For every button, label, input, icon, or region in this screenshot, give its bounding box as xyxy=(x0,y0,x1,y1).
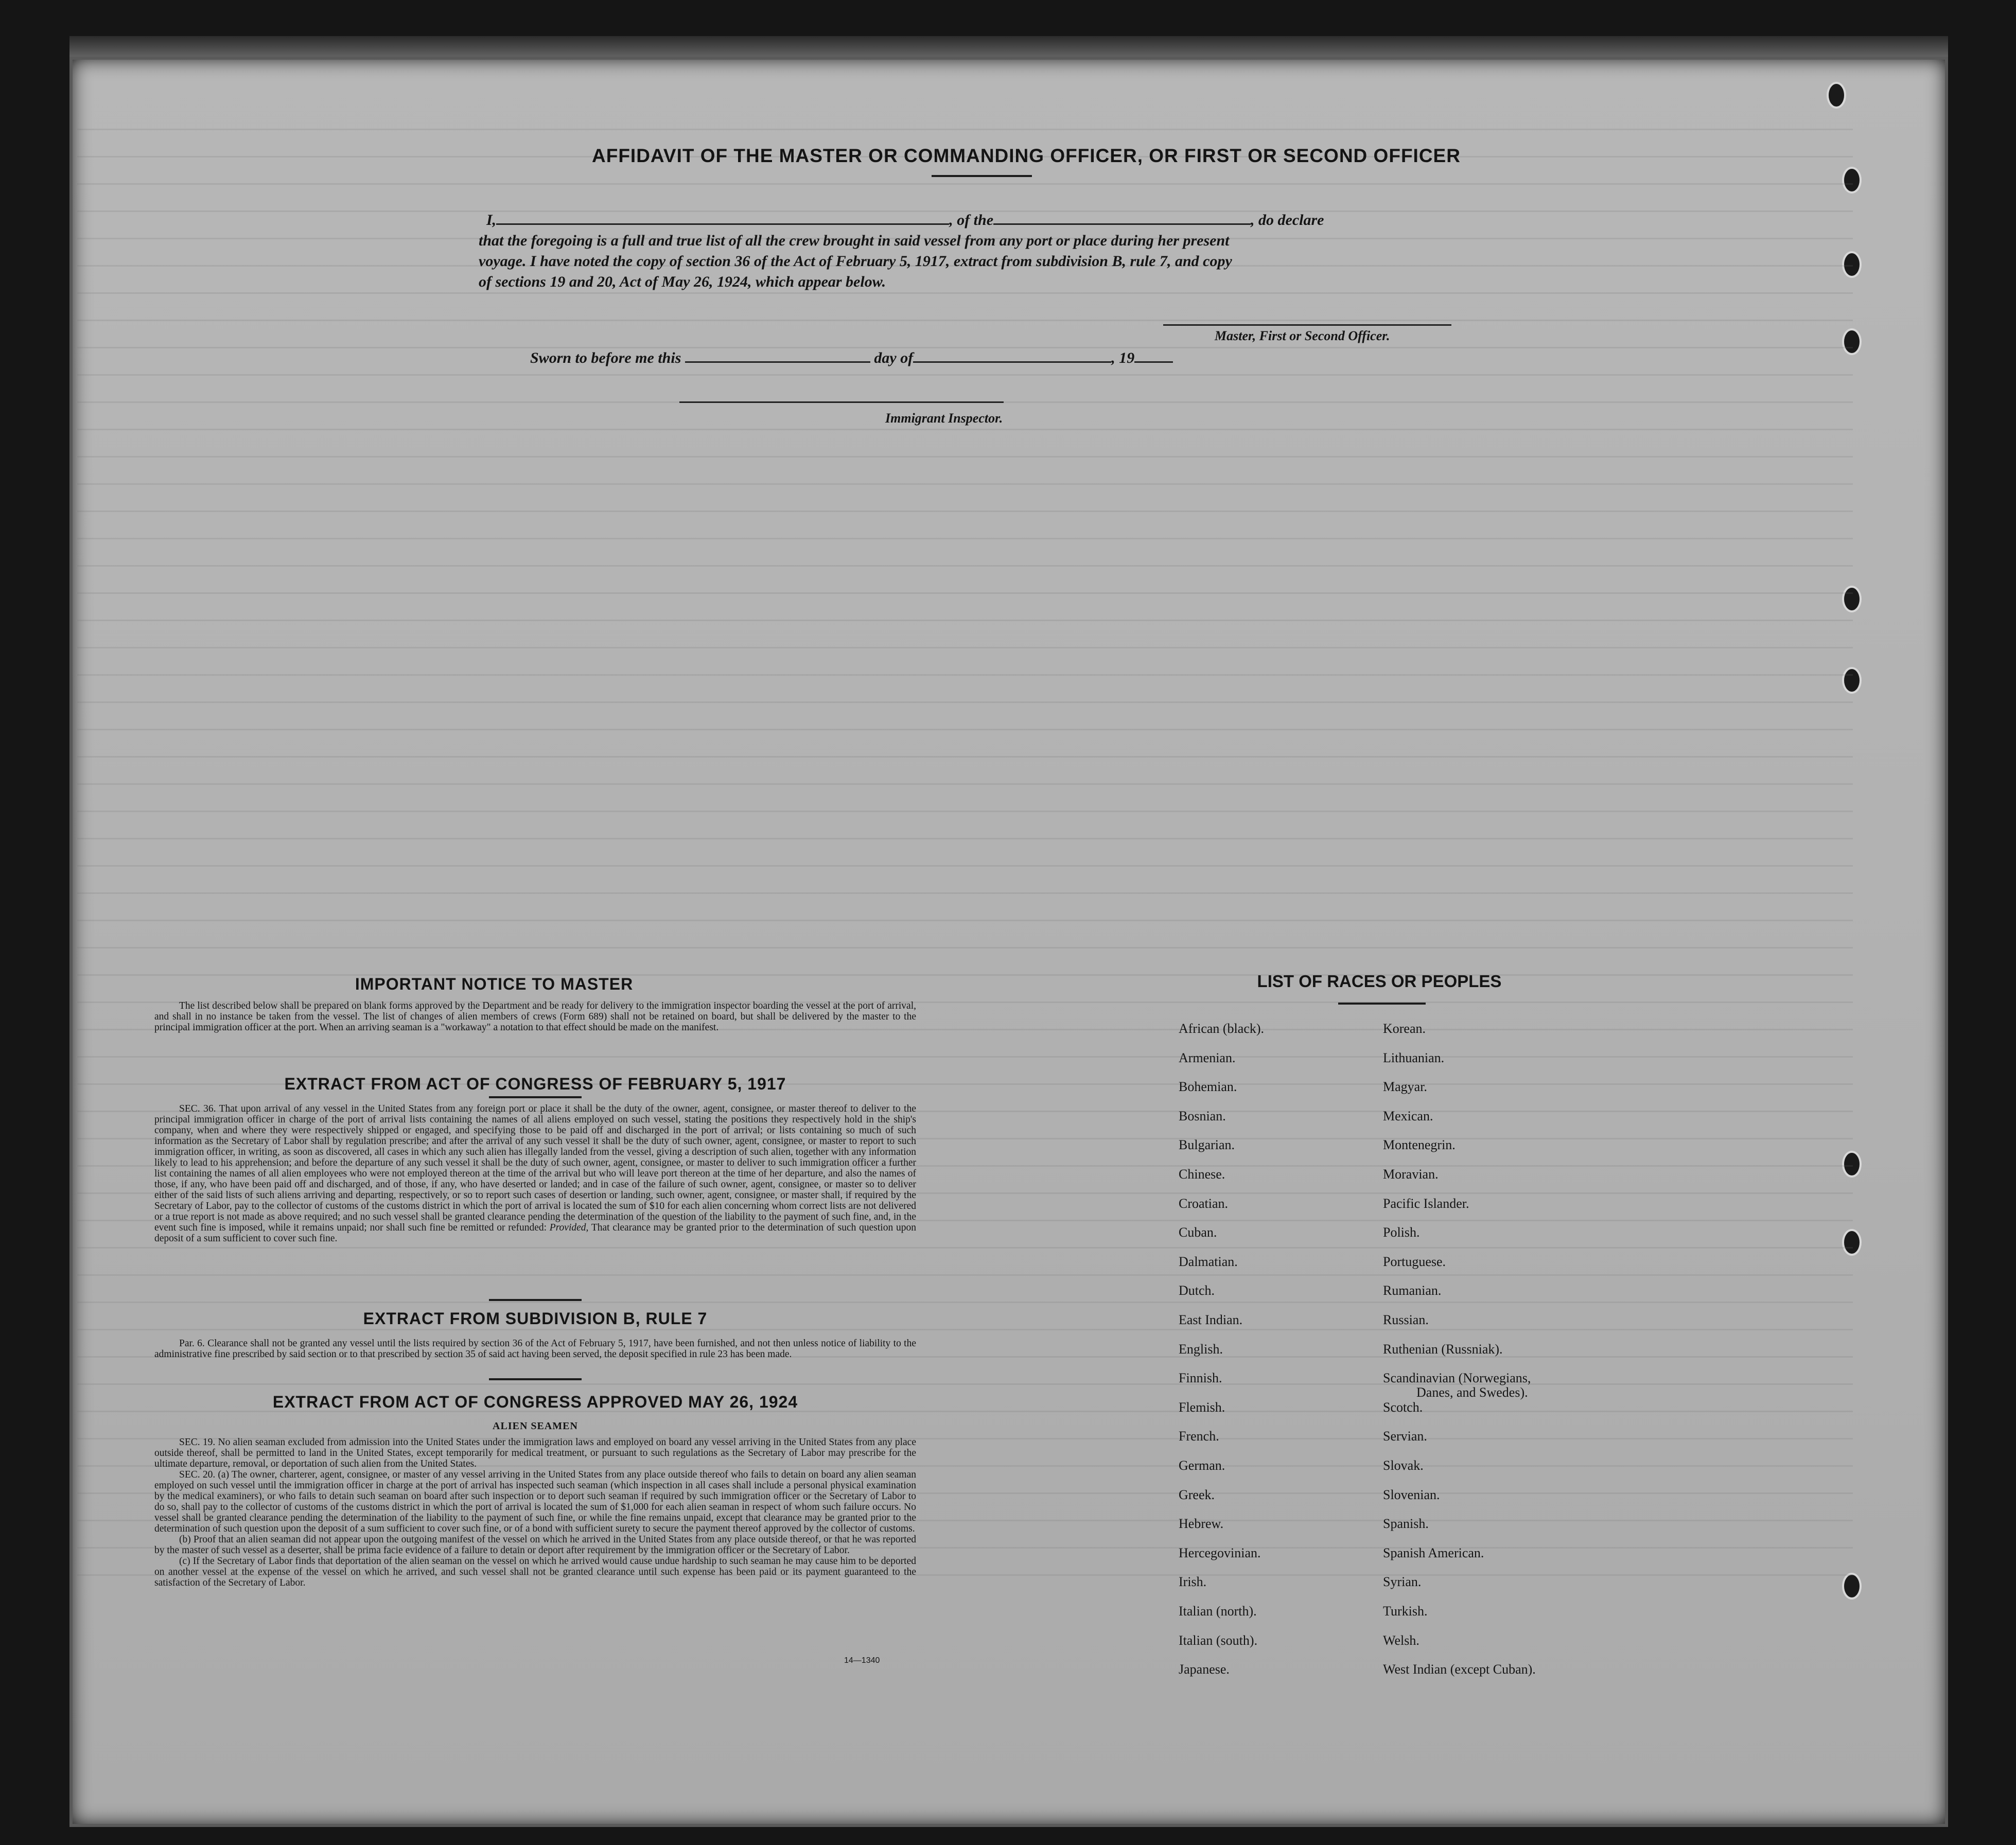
section-36-paragraph xyxy=(154,1103,916,1244)
extract-1924-title: EXTRACT FROM ACT OF CONGRESS APPROVED MAY 26, 1924 xyxy=(272,1393,798,1411)
master-name-field[interactable] xyxy=(496,211,949,225)
sworn-day-field[interactable] xyxy=(685,349,870,363)
race-item: Bosnian. xyxy=(1179,1108,1226,1123)
race-item: Spanish. xyxy=(1383,1516,1429,1532)
race-item: Welsh. xyxy=(1383,1632,1419,1648)
race-item: Bulgarian. xyxy=(1179,1137,1235,1153)
race-item: Dalmatian. xyxy=(1179,1254,1238,1269)
extract-1924-top-rule xyxy=(489,1378,582,1380)
race-item: Croatian. xyxy=(1179,1196,1229,1211)
race-item: Pacific Islander. xyxy=(1383,1196,1469,1211)
race-item: Irish. xyxy=(1179,1574,1207,1590)
affidavit-body-line: that the foregoing is a full and true list of all the crew brought in said vessel from any port or place during her present xyxy=(479,232,1230,249)
race-item: Flemish. xyxy=(1179,1399,1225,1415)
extract-1917-text xyxy=(154,1103,916,1244)
race-item: Polish. xyxy=(1383,1225,1420,1240)
race-item: Turkish. xyxy=(1383,1604,1428,1619)
inspector-label: Immigrant Inspector. xyxy=(885,411,1003,426)
race-item: French. xyxy=(1179,1429,1219,1444)
master-signature-field[interactable] xyxy=(1163,324,1451,326)
race-item: Ruthenian (Russniak). xyxy=(1383,1341,1503,1357)
race-item: Greek. xyxy=(1179,1487,1215,1502)
race-item: Japanese. xyxy=(1179,1662,1230,1677)
sworn-month-field[interactable] xyxy=(913,349,1111,363)
sworn-statement xyxy=(530,349,1173,367)
section-20a-paragraph: SEC. 20. (a) The owner, charterer, agent, consignee, or master of any vessel arriving in the United States from any place outside thereof who fails to detain on board any alien seaman employed on such vessel until the immigration officer in charge at the port of arrival has inspected such seaman (which inspection in all cases shall include a personal physical examination by the medical examiners), or who fails to detain such seaman on board after such inspection or to deport such seaman if required by such immigration officer or the Secretary of Labor to do so, shall pay to the collector of customs of the customs district in which the port of arrival is located the sum of $1,000 for each alien seaman in respect of whom such failure occurs. No vessel shall be granted clearance pending the determination of the liability to the payment of such fine, or while the fine remains unpaid, except that clearance may be granted prior to the determination of such question upon the deposit of a sum sufficient to cover such fine, or of a bond with sufficient surety to secure the payment thereof approved by the collector of customs. xyxy=(154,1469,916,1534)
race-item: Hebrew. xyxy=(1179,1516,1224,1532)
form-number: 14—1340 xyxy=(844,1656,880,1665)
race-item: Dutch. xyxy=(1179,1283,1215,1298)
affidavit-body-line: voyage. I have noted the copy of section 36 of the Act of February 5, 1917, extract from subdivision B, rule 7, and copy xyxy=(479,253,1232,270)
alien-seamen-subtitle: ALIEN SEAMEN xyxy=(493,1420,578,1432)
extract-rule-7-title: EXTRACT FROM SUBDIVISION B, RULE 7 xyxy=(363,1309,708,1328)
affidavit-declare-label: , do declare xyxy=(1251,212,1324,229)
race-item: Magyar. xyxy=(1383,1079,1427,1095)
race-item: West Indian (except Cuban). xyxy=(1383,1662,1536,1677)
race-item: Italian (south). xyxy=(1179,1632,1258,1648)
section-19-paragraph: SEC. 19. No alien seaman excluded from admission into the United States under the immigration laws and employed on board any vessel arriving in the United States from any place outside thereof, shall be permitted to land in the United States, except temporarily for medical treatment, or pursuant to such regulations as the Secretary of Labor may prescribe for the ultimate departure, removal, or deportation of such alien from the United States. xyxy=(154,1437,916,1469)
affidavit-title-rule xyxy=(932,175,1032,177)
bleed-through-texture xyxy=(77,103,1853,1595)
race-item: Cuban. xyxy=(1179,1225,1217,1240)
section-20b-paragraph: (b) Proof that an alien seaman did not appear upon the outgoing manifest of the vessel on which he arrived in the United States from any place outside thereof, or that he was reported by the master of such vessel as a deserter, shall be prima facie evidence of a failure to detain or deport after requirement by the immigration officer or the Secretary of Labor. xyxy=(154,1534,916,1556)
section-36-text-b: That clearance may be granted prior to the determination of such question upon deposit of a sum sufficient to cover such fine. xyxy=(154,1222,916,1244)
race-item: African (black). xyxy=(1179,1021,1265,1036)
race-item: Portuguese. xyxy=(1383,1254,1446,1269)
race-item: English. xyxy=(1179,1341,1223,1357)
vessel-name-field[interactable] xyxy=(993,211,1251,225)
rule-7-paragraph: Par. 6. Clearance shall not be granted any vessel until the lists required by section 36 of the Act of February 5, 1917, have been furnished, and not then unless notice of liability to the administrative fine prescribed by said section or to that prescribed by section 35 of said act having been served, the deposit specified in rule 23 has been made. xyxy=(154,1338,916,1360)
race-item: Danes, and Swedes). xyxy=(1416,1385,1528,1400)
race-item: Spanish American. xyxy=(1383,1545,1484,1560)
affidavit-of-the-label: , of the xyxy=(949,212,994,229)
sworn-day-of-label: day of xyxy=(874,349,914,366)
notice-text xyxy=(154,1000,916,1033)
sworn-label: Sworn to before me this xyxy=(530,349,681,366)
inspector-signature-field[interactable] xyxy=(679,401,1004,403)
race-item: Finnish. xyxy=(1179,1370,1222,1386)
affidavit-body-line: of sections 19 and 20, Act of May 26, 1924, which appear below. xyxy=(479,273,886,290)
master-signature-label: Master, First or Second Officer. xyxy=(1215,328,1390,343)
race-item: Scandinavian (Norwegians, xyxy=(1383,1370,1531,1386)
race-item: Armenian. xyxy=(1179,1050,1236,1065)
race-item: Lithuanian. xyxy=(1383,1050,1445,1065)
sworn-year-field[interactable] xyxy=(1134,349,1173,363)
affidavit-i-label: I, xyxy=(486,212,497,229)
race-item: Chinese. xyxy=(1179,1167,1225,1182)
extract-1924-text xyxy=(154,1437,916,1588)
extract-1917-rule xyxy=(489,1096,582,1098)
race-item: German. xyxy=(1179,1458,1225,1473)
race-item: Servian. xyxy=(1383,1429,1427,1444)
races-title-rule xyxy=(1338,1003,1426,1005)
race-item: Slovak. xyxy=(1383,1458,1424,1473)
race-item: Slovenian. xyxy=(1383,1487,1440,1502)
sworn-year-label: , 19 xyxy=(1111,349,1135,366)
section-36-text-a: SEC. 36. That upon arrival of any vessel in the United States from any foreign port or place it shall be the duty of the owner, agent, consignee, or master thereof to deliver to the principal immigration officer in charge of the port of arrival lists containing the names of all aliens employed on such vessel, stating the positions they respectively hold in the ship's company, when and where they were respectively shipped or engaged, and specifying those to be paid off and discharged in the port of arrival; or lists containing so much of such information as the Secretary of Labor shall by regulation prescribe; and after the arrival of any such vessel it shall be the duty of such owner, agent, consignee, or master to report to such immigration officer, in writing, as soon as discovered, all cases in which any such alien has illegally landed from the vessel, giving a description of such alien, together with any information likely to lead to his apprehension; and before the departure of any such vessel it shall be the duty of such owner, agent, consignee, or master to deliver to such immigration officer a further list containing the names of all alien employees who were not employed thereon at the time of the arrival but who will leave port thereon at the time of her departure, and also the names of those, if any, who have been paid off and discharged, and of those, if any, who have deserted or landed; and in case of the failure of such owner, agent, consignee, or master so to deliver either of the said lists of such aliens arriving and departing, respectively, or so to report such cases of desertion or landing, such owner, agent, consignee, or master shall, if required by the Secretary of Labor, pay to the collector of customs of the customs district in which the port of arrival is located the sum of $10 for each alien concerning whom correct lists are not delivered or a true report is not made as above required; and no such vessel shall be granted clearance pending the determination of the question of the liability to the payment of such fine, and, in the event such fine is imposed, while it remains unpaid; nor shall such fine be remitted or refunded: xyxy=(154,1103,916,1233)
race-item: Korean. xyxy=(1383,1021,1426,1036)
extract-1917-title: EXTRACT FROM ACT OF CONGRESS OF FEBRUARY 5, 1917 xyxy=(284,1075,786,1093)
affidavit-title: AFFIDAVIT OF THE MASTER OR COMMANDING OFFICER, OR FIRST OR SECOND OFFICER xyxy=(592,145,1461,166)
race-item: Hercegovinian. xyxy=(1179,1545,1261,1560)
notice-title: IMPORTANT NOTICE TO MASTER xyxy=(355,975,634,993)
rule-7-top-rule xyxy=(489,1299,582,1301)
section-20c-paragraph: (c) If the Secretary of Labor finds that deportation of the alien seaman on the vessel on which he arrived would cause undue hardship to such seaman he may cause him to be deported on another vessel at the expense of the vessel on which he arrived, and such vessel shall not be granted clearance until such expense has been paid or its payment guaranteed to the satisfaction of the Secretary of Labor. xyxy=(154,1556,916,1588)
races-title: LIST OF RACES OR PEOPLES xyxy=(1257,972,1502,991)
race-item: Italian (north). xyxy=(1179,1604,1257,1619)
race-item: Bohemian. xyxy=(1179,1079,1237,1095)
affidavit-body xyxy=(479,231,1487,292)
race-item: Syrian. xyxy=(1383,1574,1422,1590)
notice-paragraph: The list described below shall be prepared on blank forms approved by the Department and be ready for delivery to the immigration inspector boarding the vessel at the port of arrival, and shall in no instance be taken from the vessel. The list of changes of alien members of crews (Form 689) shall not be retained on board, but shall be delivered by the master to the principal immigration officer at the port. When an arriving seaman is a "workaway" a notation to that effect should be made on the manifest. xyxy=(154,1000,916,1033)
extract-rule-7-text xyxy=(154,1338,916,1360)
section-36-provided: Provided, xyxy=(549,1222,589,1233)
race-item: Montenegrin. xyxy=(1383,1137,1456,1153)
race-item: Moravian. xyxy=(1383,1167,1439,1182)
race-item: Mexican. xyxy=(1383,1108,1433,1123)
race-item: East Indian. xyxy=(1179,1312,1243,1327)
race-item: Scotch. xyxy=(1383,1399,1423,1415)
race-item: Russian. xyxy=(1383,1312,1429,1327)
race-item: Rumanian. xyxy=(1383,1283,1442,1298)
affidavit-declaration-line xyxy=(486,211,1324,229)
